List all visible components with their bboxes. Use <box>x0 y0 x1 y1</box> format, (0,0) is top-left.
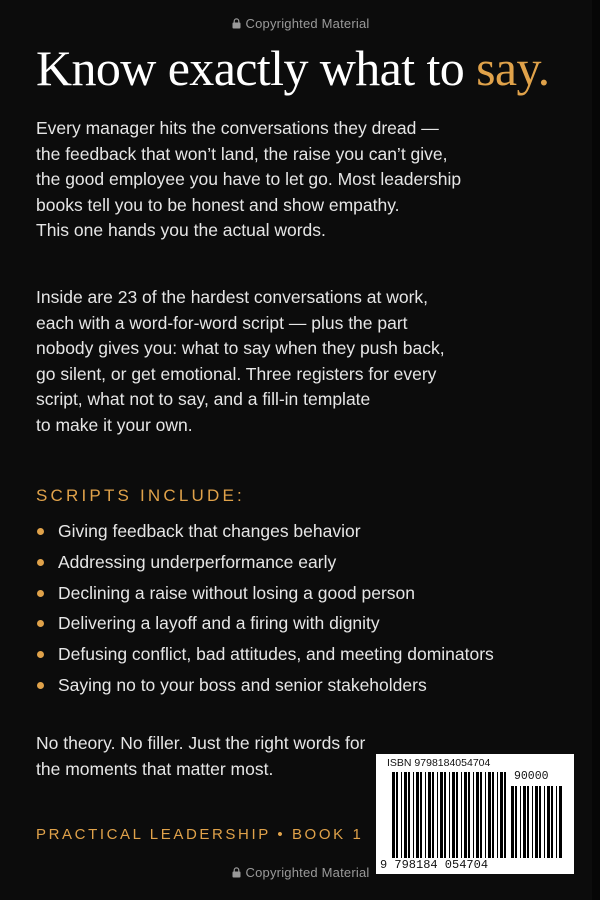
barcode-bar <box>440 772 443 858</box>
bullet-dot-icon <box>37 559 44 566</box>
inside-line: nobody gives you: what to say when they push back, <box>36 338 445 358</box>
inside-paragraph <box>36 285 566 438</box>
copyright-watermark-bottom <box>0 865 600 880</box>
barcode-bar <box>461 772 462 858</box>
barcode-bar <box>539 786 541 858</box>
list-item-label: Saying no to your boss and senior stakeholders <box>58 674 427 695</box>
ean-digits: 9 798184 054704 <box>380 858 489 872</box>
intro-line: Every manager hits the conversations they dread — <box>36 118 439 138</box>
list-item-label: Giving feedback that changes behavior <box>58 521 361 541</box>
barcode-bar <box>485 772 486 858</box>
list-item-label: Delivering a layoff and a firing with dignity <box>58 613 380 634</box>
barcode-bar <box>468 772 470 858</box>
closing-line: No theory. No filler. Just the right words for <box>36 733 366 753</box>
barcode-bar <box>544 786 545 858</box>
intro-line: This one hands you the actual words. <box>36 220 326 240</box>
barcode-bar <box>532 786 533 858</box>
list-item <box>36 670 494 701</box>
headline <box>36 38 550 98</box>
barcode-bar <box>456 772 458 858</box>
scripts-heading: SCRIPTS INCLUDE: <box>36 486 245 505</box>
list-item <box>36 639 494 670</box>
barcode-bar <box>520 786 521 858</box>
barcode-bar <box>527 786 529 858</box>
barcode-bar <box>511 786 514 858</box>
barcode-bar <box>551 786 553 858</box>
barcode-bar <box>559 786 562 858</box>
barcode-bar <box>425 772 426 858</box>
barcode-bar <box>413 772 414 858</box>
barcode-bar <box>428 772 431 858</box>
barcode-bar <box>408 772 410 858</box>
barcode-bar <box>437 772 438 858</box>
inside-line: go silent, or get emotional. Three registers for every <box>36 363 437 384</box>
barcode-bar <box>432 772 434 858</box>
watermark-text: Copyrighted Material <box>245 16 370 31</box>
barcode-bar <box>404 772 407 858</box>
barcode-bar <box>556 786 557 858</box>
inside-line: Inside are 23 of the hardest conversations at work, <box>36 287 429 307</box>
barcode-bar <box>392 772 395 858</box>
list-item-label: Addressing underperformance early <box>58 551 337 572</box>
intro-line: books tell you to be honest and show empathy. <box>36 194 400 215</box>
barcode-bar <box>396 772 398 858</box>
list-item <box>36 516 494 547</box>
barcode-bar <box>497 772 498 858</box>
inside-line: script, what not to say, and a fill-in template <box>36 389 371 409</box>
scripts-list <box>36 516 494 701</box>
barcode-bar <box>444 772 446 858</box>
isbn-barcode <box>376 754 574 874</box>
barcode-bar <box>401 772 402 858</box>
barcode-bar <box>473 772 474 858</box>
intro-line: the feedback that won’t land, the raise you can’t give, <box>36 143 448 164</box>
bullet-dot-icon <box>37 651 44 658</box>
headline-accent: say. <box>476 40 550 96</box>
bullet-dot-icon <box>37 682 44 689</box>
bullet-dot-icon <box>37 590 44 597</box>
barcode-bar <box>535 786 538 858</box>
list-item <box>36 547 494 578</box>
barcode-bar <box>500 772 503 858</box>
intro-paragraph <box>36 116 566 244</box>
inside-line: each with a word-for-word script — plus the part <box>36 312 408 333</box>
barcode-bar <box>547 786 550 858</box>
intro-line: the good employee you have to let go. Most leadership <box>36 169 462 189</box>
list-item-label: Declining a raise without losing a good person <box>58 582 416 603</box>
lock-icon <box>231 18 242 29</box>
barcode-bar <box>523 786 526 858</box>
lock-icon <box>231 867 242 878</box>
barcode-bar <box>449 772 450 858</box>
isbn-label: ISBN 9798184054704 <box>387 757 491 769</box>
bullet-dot-icon <box>37 620 44 627</box>
barcode-bar <box>504 772 506 858</box>
list-item <box>36 608 494 639</box>
barcode-bar <box>492 772 494 858</box>
list-item-label: Defusing conflict, bad attitudes, and meeting dominators <box>58 644 494 665</box>
barcode-bar <box>452 772 455 858</box>
barcode-bar <box>480 772 482 858</box>
barcode-bar <box>476 772 479 858</box>
watermark-text: Copyrighted Material <box>245 865 370 880</box>
series-label: PRACTICAL LEADERSHIP • BOOK 1 <box>36 826 364 843</box>
closing-line: the moments that matter most. <box>36 758 274 779</box>
copyright-watermark-top <box>0 16 600 31</box>
list-item <box>36 578 494 609</box>
barcode-bar <box>416 772 419 858</box>
headline-main: Know exactly what to <box>36 40 477 96</box>
bullet-dot-icon <box>37 528 44 535</box>
barcode-bar <box>464 772 467 858</box>
cover-edge <box>592 0 600 900</box>
inside-line: to make it your own. <box>36 414 193 435</box>
barcode-bar <box>420 772 422 858</box>
barcode-bar <box>515 786 517 858</box>
barcode-bar <box>488 772 491 858</box>
price-code: 90000 <box>514 770 549 783</box>
